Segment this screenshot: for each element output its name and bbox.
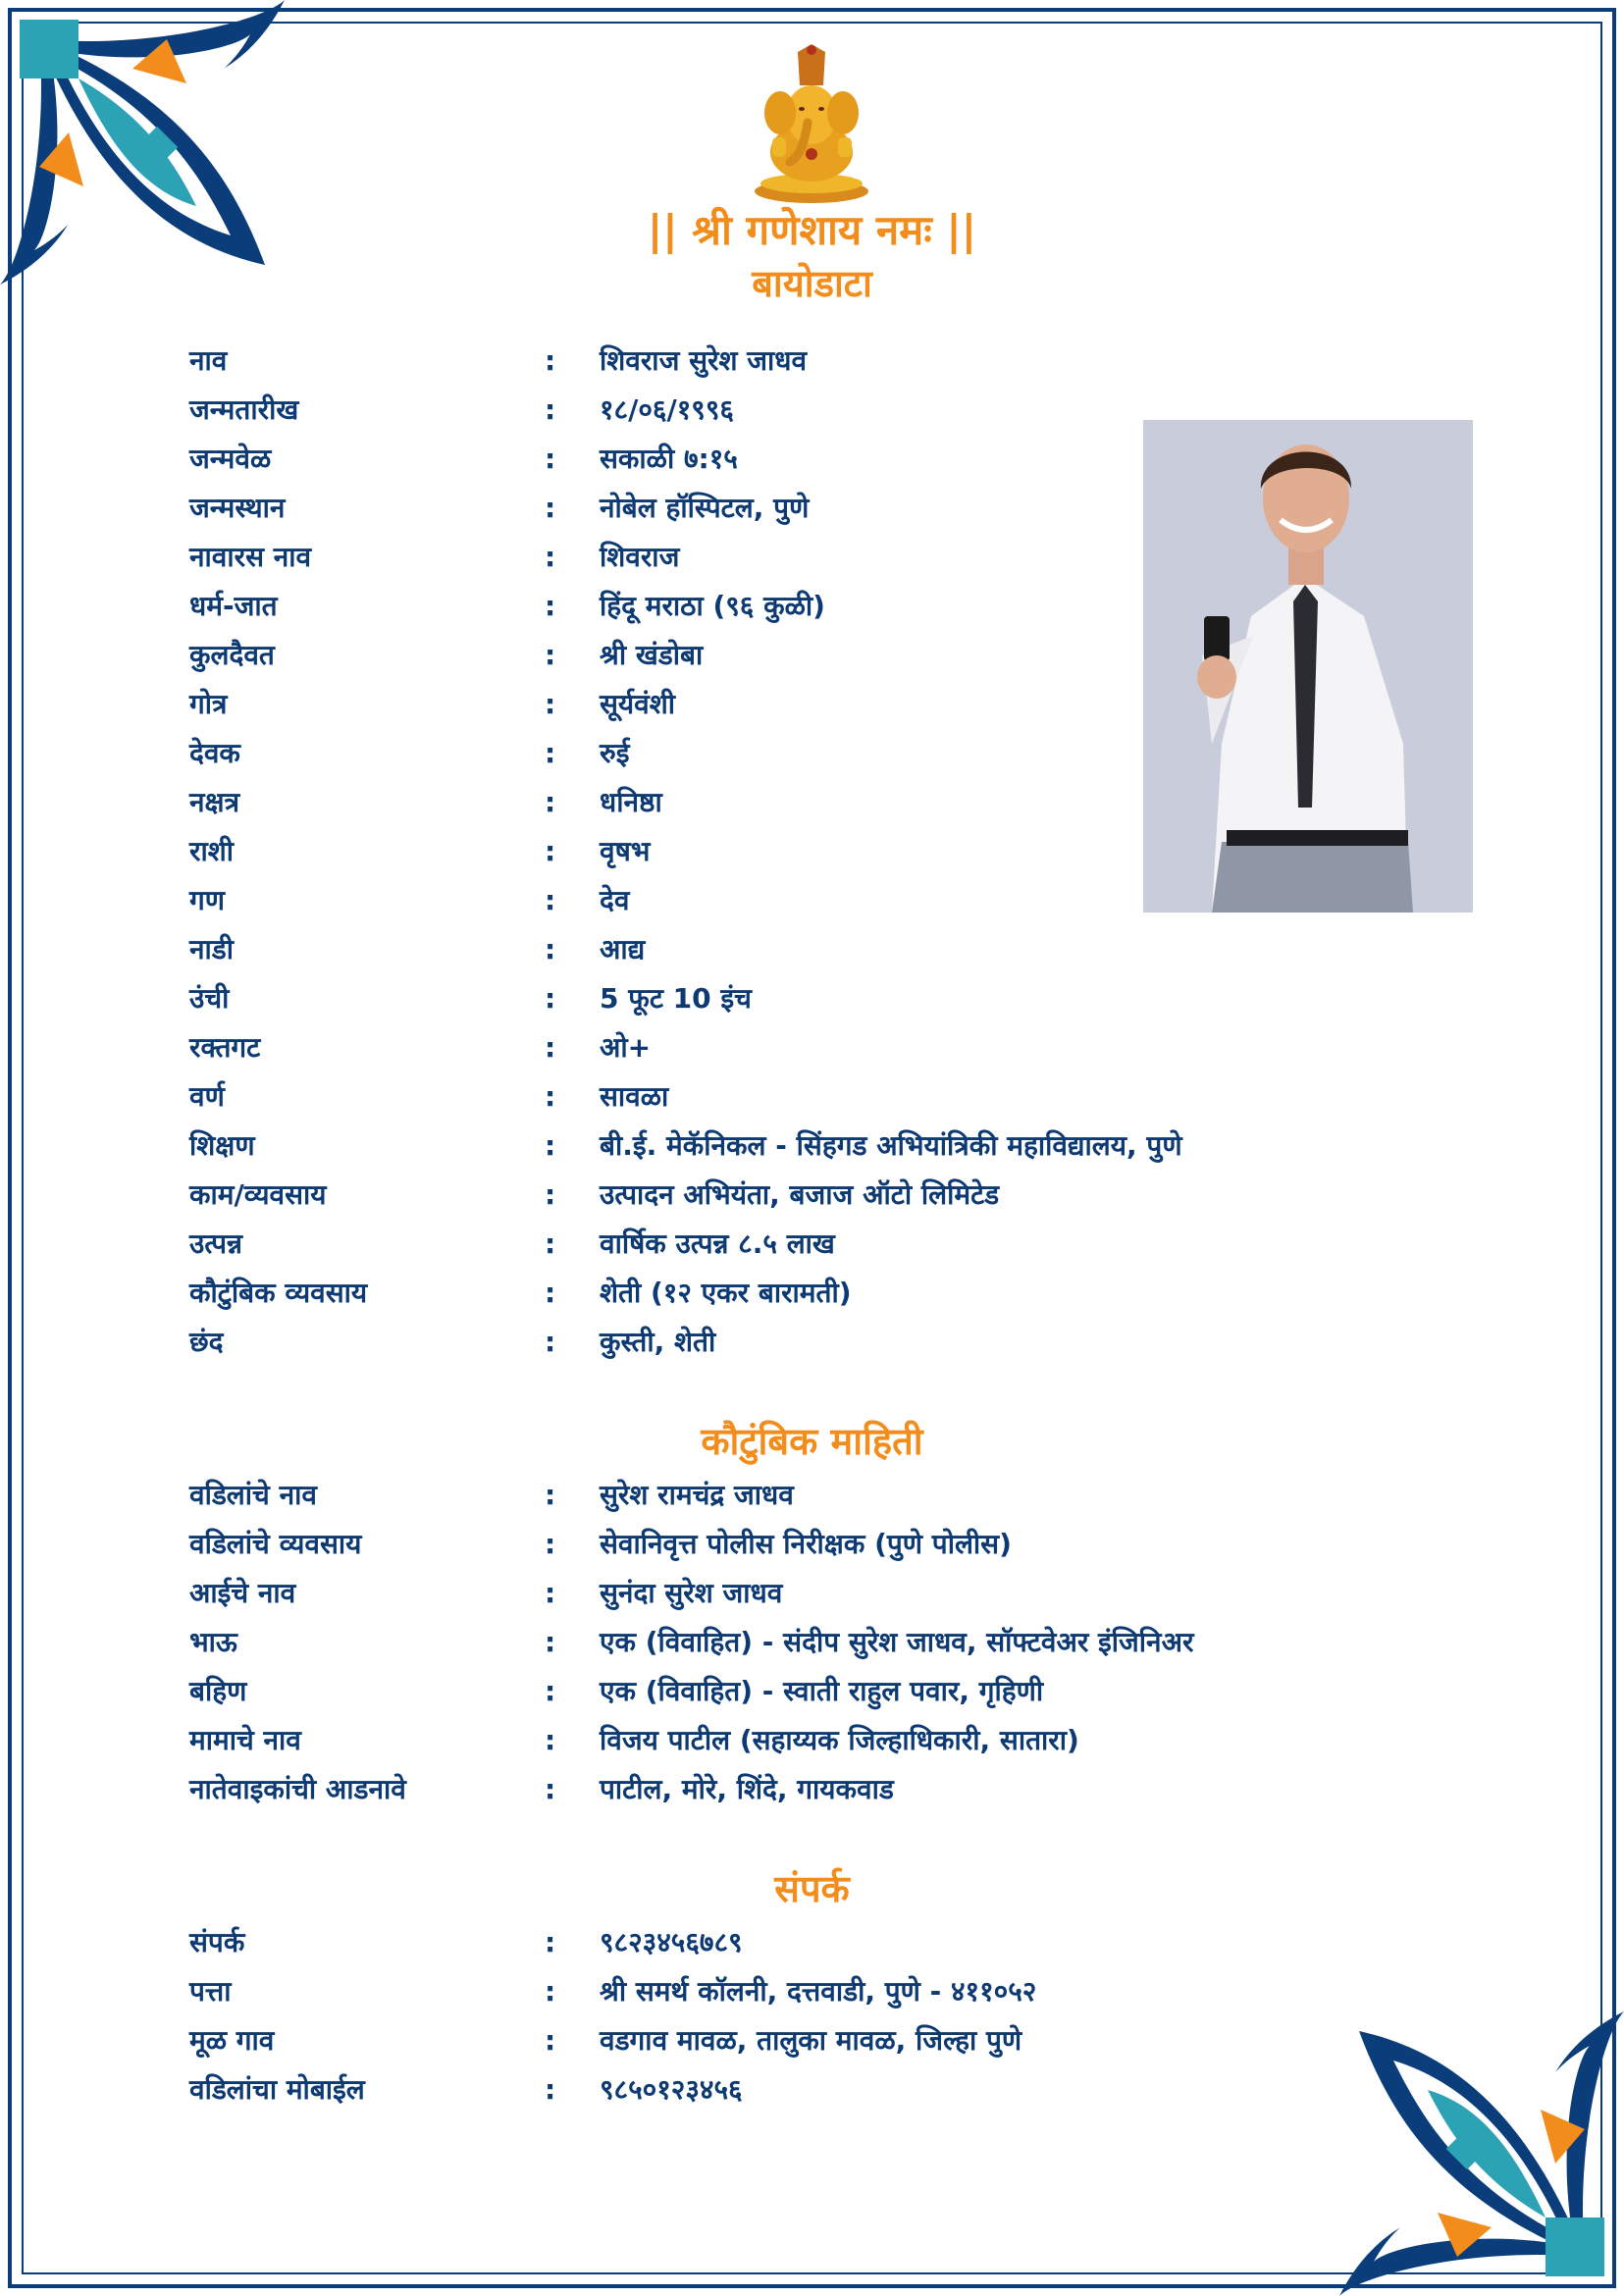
detail-value: कुस्ती, शेती xyxy=(600,1326,716,1358)
detail-row xyxy=(189,925,1465,974)
separator: : xyxy=(545,1926,556,1958)
separator: : xyxy=(545,1675,556,1707)
detail-row xyxy=(189,1471,1465,1520)
detail-row xyxy=(189,1918,1465,1967)
detail-label: बहिण xyxy=(189,1675,247,1707)
detail-label: नाडी xyxy=(189,933,235,965)
detail-label: कुलदैवत xyxy=(189,639,275,671)
detail-row xyxy=(189,1520,1465,1569)
ganesha-icon xyxy=(751,44,873,206)
detail-value: ९८५०१२३४५६ xyxy=(600,2073,743,2106)
detail-label: काम/व्यवसाय xyxy=(189,1178,327,1211)
detail-label: नावारस नाव xyxy=(189,541,312,573)
detail-value: पाटील, मोरे, शिंदे, गायकवाड xyxy=(600,1773,894,1805)
detail-row xyxy=(189,1023,1465,1072)
detail-row xyxy=(189,1318,1465,1367)
detail-value: वार्षिक उत्पन्न ८.५ लाख xyxy=(600,1227,835,1260)
detail-row xyxy=(189,1171,1465,1220)
detail-value: सूर्यवंशी xyxy=(600,688,676,720)
detail-row xyxy=(189,1569,1465,1618)
separator: : xyxy=(545,1626,556,1658)
detail-value: रुई xyxy=(600,737,630,769)
detail-row xyxy=(189,2065,1465,2114)
detail-label: कौटुंबिक व्यवसाय xyxy=(189,1277,368,1309)
detail-label: मूळ गाव xyxy=(189,2024,275,2057)
separator: : xyxy=(545,541,556,573)
detail-label: मामाचे नाव xyxy=(189,1724,301,1756)
contact-details xyxy=(189,1918,1465,2114)
separator: : xyxy=(545,393,556,426)
detail-value: श्री समर्थ कॉलनी, दत्तवाडी, पुणे - ४११०५२ xyxy=(600,1975,1037,2008)
detail-value: श्री खंडोबा xyxy=(600,639,704,671)
detail-value: १८/०६/१९९६ xyxy=(600,393,734,426)
detail-label: जन्मस्थान xyxy=(189,492,286,524)
separator: : xyxy=(545,1528,556,1560)
separator: : xyxy=(545,1724,556,1756)
detail-label: नक्षत्र xyxy=(189,786,240,818)
detail-row xyxy=(189,1072,1465,1122)
detail-value: शिवराज xyxy=(600,541,680,573)
page-title: बायोडाटा xyxy=(752,262,872,305)
detail-row xyxy=(189,1765,1465,1814)
separator: : xyxy=(545,1577,556,1609)
separator: : xyxy=(545,737,556,769)
detail-label: देवक xyxy=(189,737,240,769)
separator: : xyxy=(545,688,556,720)
person-photo-icon xyxy=(1143,420,1473,913)
detail-value: नोबेल हॉस्पिटल, पुणे xyxy=(600,492,810,524)
separator: : xyxy=(545,1326,556,1358)
detail-label: पत्ता xyxy=(189,1975,232,2008)
separator: : xyxy=(545,1773,556,1805)
detail-value: सुनंदा सुरेश जाधव xyxy=(600,1577,783,1609)
separator: : xyxy=(545,884,556,916)
detail-label: छंद xyxy=(189,1326,224,1358)
separator: : xyxy=(545,1227,556,1260)
separator: : xyxy=(545,2073,556,2106)
separator: : xyxy=(545,344,556,377)
detail-label: जन्मवेळ xyxy=(189,443,272,475)
detail-value: बी.ई. मेकॅनिकल - सिंहगड अभियांत्रिकी महाविद्यालय, पुणे xyxy=(600,1129,1182,1162)
detail-label: उत्पन्न xyxy=(189,1227,242,1260)
detail-label: जन्मतारीख xyxy=(189,393,299,426)
detail-label: धर्म-जात xyxy=(189,590,278,622)
detail-row xyxy=(189,1269,1465,1318)
separator: : xyxy=(545,933,556,965)
detail-label: भाऊ xyxy=(189,1626,237,1658)
detail-row xyxy=(189,337,1465,386)
separator: : xyxy=(545,590,556,622)
detail-value: शेती (१२ एकर बारामती) xyxy=(600,1277,852,1309)
detail-value: उत्पादन अभियंता, बजाज ऑटो लिमिटेड xyxy=(600,1178,1000,1211)
detail-label: गोत्र xyxy=(189,688,228,720)
detail-value: एक (विवाहित) - स्वाती राहुल पवार, गृहिणी xyxy=(600,1675,1044,1707)
profile-photo xyxy=(1143,420,1473,913)
detail-row xyxy=(189,2016,1465,2065)
detail-value: ओ+ xyxy=(600,1031,652,1064)
separator: : xyxy=(545,835,556,867)
detail-row xyxy=(189,1667,1465,1716)
detail-value: आद्य xyxy=(600,933,646,965)
detail-label: वडिलांचा मोबाईल xyxy=(189,2073,365,2106)
separator: : xyxy=(545,1178,556,1211)
detail-label: नातेवाइकांची आडनावे xyxy=(189,1773,406,1805)
separator: : xyxy=(545,786,556,818)
separator: : xyxy=(545,1031,556,1064)
invocation-heading: || श्री गणेशाय नमः || xyxy=(647,206,977,254)
detail-value: शिवराज सुरेश जाधव xyxy=(600,344,808,377)
separator: : xyxy=(545,1129,556,1162)
detail-value: धनिष्ठा xyxy=(600,786,662,818)
detail-label: शिक्षण xyxy=(189,1129,255,1162)
detail-value: सकाळी ७:१५ xyxy=(600,443,738,475)
detail-value: वडगाव मावळ, तालुका मावळ, जिल्हा पुणे xyxy=(600,2024,1022,2057)
detail-row xyxy=(189,974,1465,1023)
detail-label: वडिलांचे नाव xyxy=(189,1479,317,1511)
separator: : xyxy=(545,1277,556,1309)
separator: : xyxy=(545,1479,556,1511)
detail-value: देव xyxy=(600,884,630,916)
separator: : xyxy=(545,639,556,671)
separator: : xyxy=(545,492,556,524)
detail-value: सुरेश रामचंद्र जाधव xyxy=(600,1479,794,1511)
contact-section-title: संपर्क xyxy=(774,1867,850,1910)
separator: : xyxy=(545,982,556,1015)
detail-value: सावळा xyxy=(600,1080,669,1113)
detail-label: रक्तगट xyxy=(189,1031,261,1064)
detail-label: गण xyxy=(189,884,226,916)
family-details xyxy=(189,1471,1465,1814)
separator: : xyxy=(545,2024,556,2057)
detail-label: आईचे नाव xyxy=(189,1577,296,1609)
detail-row xyxy=(189,1618,1465,1667)
detail-value: ९८२३४५६७८९ xyxy=(600,1926,743,1958)
detail-row xyxy=(189,1967,1465,2016)
separator: : xyxy=(545,1975,556,2008)
detail-label: उंची xyxy=(189,982,230,1015)
detail-label: नाव xyxy=(189,344,228,377)
detail-label: वर्ण xyxy=(189,1080,225,1113)
detail-label: राशी xyxy=(189,835,234,867)
detail-row xyxy=(189,1716,1465,1765)
separator: : xyxy=(545,1080,556,1113)
detail-value: वृषभ xyxy=(600,835,651,867)
detail-row xyxy=(189,1122,1465,1171)
family-section-title: कौटुंबिक माहिती xyxy=(701,1420,923,1463)
detail-value: सेवानिवृत्त पोलीस निरीक्षक (पुणे पोलीस) xyxy=(600,1528,1012,1560)
detail-value: एक (विवाहित) - संदीप सुरेश जाधव, सॉफ्टवेअर इंजिनिअर xyxy=(600,1626,1194,1658)
separator: : xyxy=(545,443,556,475)
detail-label: संपर्क xyxy=(189,1926,245,1958)
detail-row xyxy=(189,1220,1465,1269)
detail-value: हिंदू मराठा (९६ कुळी) xyxy=(600,590,825,622)
detail-value: विजय पाटील (सहाय्यक जिल्हाधिकारी, सातारा) xyxy=(600,1724,1079,1756)
detail-label: वडिलांचे व्यवसाय xyxy=(189,1528,362,1560)
detail-value: 5 फूट 10 इंच xyxy=(600,982,752,1015)
